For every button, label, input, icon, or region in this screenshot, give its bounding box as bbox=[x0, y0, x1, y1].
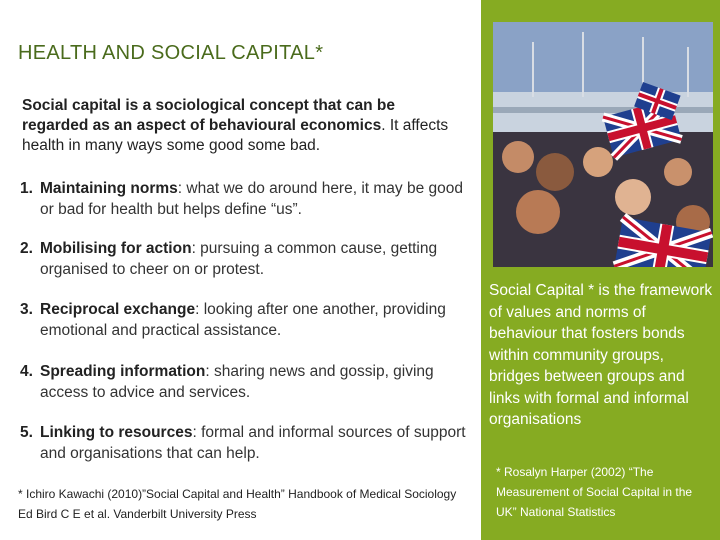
crowd-photo bbox=[493, 22, 713, 267]
intro-rest-text: . It affects health in many ways some good some bad. bbox=[22, 117, 449, 154]
slide-title: HEALTH AND SOCIAL CAPITAL* bbox=[18, 42, 324, 64]
item-term: Reciprocal exchange bbox=[40, 301, 196, 318]
item-description: : pursuing a common cause, getting organised to cheer on or protest. bbox=[40, 240, 438, 278]
item-term: Spreading information bbox=[40, 363, 206, 380]
list-item bbox=[20, 361, 475, 403]
item-description: : looking after one another, providing emotional and practical assistance. bbox=[40, 301, 446, 339]
item-number: 5. bbox=[20, 424, 33, 441]
item-number: 1. bbox=[20, 180, 33, 197]
item-description: : sharing news and gossip, giving access to advice and services. bbox=[40, 363, 434, 401]
intro-paragraph bbox=[22, 96, 462, 156]
item-term: Linking to resources bbox=[40, 424, 193, 441]
sidebar-citation: * Rosalyn Harper (2002) “The Measurement of Social Capital in the UK” National Statistics bbox=[496, 465, 693, 519]
item-number: 2. bbox=[20, 240, 33, 257]
definition-text: Social Capital * is the framework of values and norms of behaviour that fosters bonds within community groups, bridges between groups and links with formal and informal organisations bbox=[489, 282, 713, 428]
item-number: 3. bbox=[20, 301, 33, 318]
list-item bbox=[20, 178, 475, 220]
item-description: : what we do around here, it may be good or bad for health but helps define “us”. bbox=[40, 180, 464, 218]
list-item bbox=[20, 422, 475, 464]
item-description: : formal and informal sources of support and organisations that can help. bbox=[40, 424, 466, 462]
crowd-photo-illustration bbox=[493, 22, 713, 267]
intro-bold-text: Social capital is a sociological concept that can be regarded as an aspect of behavioural economics bbox=[22, 97, 395, 134]
list-item bbox=[20, 299, 475, 341]
citation-footnote: * Ichiro Kawachi (2010)”Social Capital and Health” Handbook of Medical Sociology Ed Bird C E et al. Vanderbilt University Press bbox=[18, 487, 457, 521]
list-item bbox=[20, 238, 475, 280]
item-term: Maintaining norms bbox=[40, 180, 178, 197]
item-term: Mobilising for action bbox=[40, 240, 192, 257]
item-number: 4. bbox=[20, 363, 33, 380]
